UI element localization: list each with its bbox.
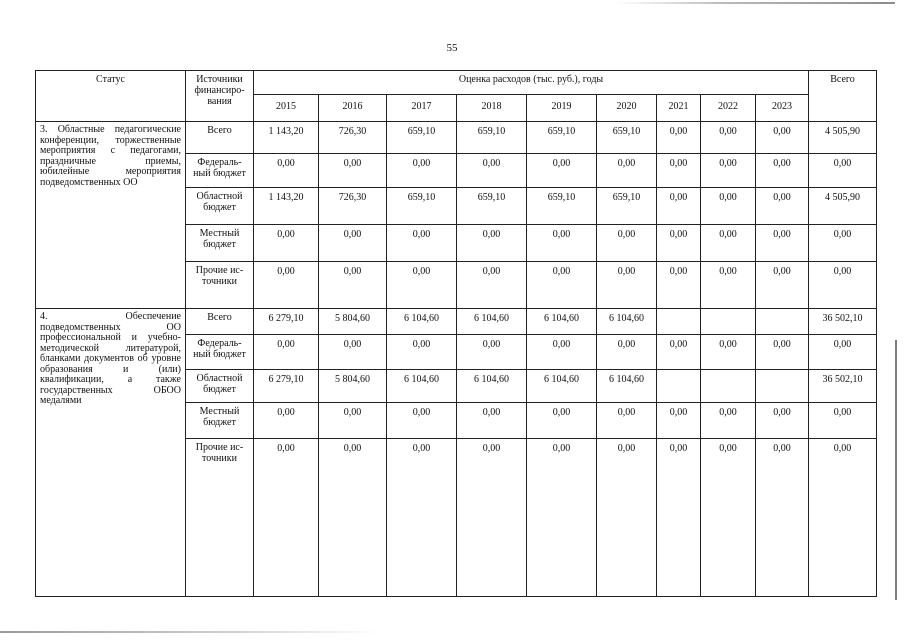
value-cell: 0,00 xyxy=(526,224,596,261)
total-cell: 0,00 xyxy=(808,402,876,438)
total-cell: 0,00 xyxy=(808,334,876,369)
value-cell: 0,00 xyxy=(596,224,656,261)
status-cell: 4. Обеспечение подведомственных ОО профессиональной и учебно-методической литературой, бланками документов об уровне образования и (или) квалификации, а также государственных ОБОО медалями xyxy=(35,308,185,596)
value-cell: 0,00 xyxy=(253,153,318,187)
value-cell: 0,00 xyxy=(596,402,656,438)
table-bottom-border xyxy=(35,596,877,597)
value-cell: 0,00 xyxy=(596,334,656,369)
value-cell: 726,30 xyxy=(318,187,386,224)
value-cell: 0,00 xyxy=(700,153,755,187)
value-cell: 0,00 xyxy=(700,187,755,224)
header-year: 2019 xyxy=(526,94,596,121)
header-status: Статус xyxy=(35,70,185,121)
value-cell: 0,00 xyxy=(656,402,700,438)
value-cell: 6 104,60 xyxy=(526,369,596,402)
source-cell: Федераль-ный бюджет xyxy=(185,153,253,187)
value-cell: 659,10 xyxy=(596,187,656,224)
value-cell: 0,00 xyxy=(700,334,755,369)
total-cell: 36 502,10 xyxy=(808,369,876,402)
value-cell: 0,00 xyxy=(386,261,456,308)
value-cell: 1 143,20 xyxy=(253,187,318,224)
header-year: 2020 xyxy=(596,94,656,121)
value-cell: 0,00 xyxy=(700,261,755,308)
value-cell: 0,00 xyxy=(318,153,386,187)
value-cell: 0,00 xyxy=(656,121,700,153)
value-cell: 0,00 xyxy=(456,153,526,187)
value-cell: 0,00 xyxy=(318,438,386,596)
page-number: 55 xyxy=(446,42,458,54)
source-cell: Областной бюджет xyxy=(185,187,253,224)
value-cell: 0,00 xyxy=(456,261,526,308)
value-cell: 659,10 xyxy=(386,121,456,153)
value-cell xyxy=(755,308,808,334)
value-cell xyxy=(700,308,755,334)
value-cell: 0,00 xyxy=(526,438,596,596)
value-cell: 0,00 xyxy=(700,224,755,261)
value-cell: 0,00 xyxy=(755,224,808,261)
value-cell: 0,00 xyxy=(656,187,700,224)
value-cell: 0,00 xyxy=(596,438,656,596)
value-cell: 0,00 xyxy=(456,438,526,596)
value-cell: 0,00 xyxy=(526,153,596,187)
header-estimate: Оценка расходов (тыс. руб.), годы xyxy=(253,70,808,94)
value-cell: 6 104,60 xyxy=(386,369,456,402)
value-cell: 0,00 xyxy=(456,224,526,261)
total-cell: 0,00 xyxy=(808,438,876,596)
value-cell: 0,00 xyxy=(318,334,386,369)
value-cell: 0,00 xyxy=(596,153,656,187)
value-cell: 6 104,60 xyxy=(596,308,656,334)
value-cell: 0,00 xyxy=(526,402,596,438)
source-cell: Федераль-ный бюджет xyxy=(185,334,253,369)
value-cell xyxy=(656,308,700,334)
value-cell: 0,00 xyxy=(700,121,755,153)
value-cell: 0,00 xyxy=(456,334,526,369)
value-cell: 0,00 xyxy=(526,261,596,308)
header-year: 2015 xyxy=(253,94,318,121)
source-cell: Местный бюджет xyxy=(185,224,253,261)
source-cell: Прочие ис-точники xyxy=(185,261,253,308)
header-sources: Источники финансиро-вания xyxy=(185,70,253,121)
value-cell: 659,10 xyxy=(596,121,656,153)
value-cell: 0,00 xyxy=(318,224,386,261)
header-year: 2018 xyxy=(456,94,526,121)
value-cell: 0,00 xyxy=(755,121,808,153)
value-cell: 0,00 xyxy=(656,438,700,596)
value-cell xyxy=(755,369,808,402)
value-cell: 6 279,10 xyxy=(253,369,318,402)
table-right-border xyxy=(876,70,877,597)
value-cell: 0,00 xyxy=(386,438,456,596)
value-cell: 0,00 xyxy=(253,334,318,369)
value-cell: 0,00 xyxy=(656,153,700,187)
value-cell: 0,00 xyxy=(386,224,456,261)
value-cell: 6 104,60 xyxy=(526,308,596,334)
value-cell: 5 804,60 xyxy=(318,308,386,334)
header-year: 2017 xyxy=(386,94,456,121)
value-cell: 1 143,20 xyxy=(253,121,318,153)
header-year: 2016 xyxy=(318,94,386,121)
value-cell: 6 104,60 xyxy=(596,369,656,402)
value-cell: 0,00 xyxy=(656,224,700,261)
total-cell: 4 505,90 xyxy=(808,121,876,153)
header-year: 2023 xyxy=(755,94,808,121)
value-cell: 0,00 xyxy=(755,261,808,308)
value-cell: 659,10 xyxy=(456,121,526,153)
value-cell: 0,00 xyxy=(386,153,456,187)
value-cell xyxy=(656,369,700,402)
value-cell: 0,00 xyxy=(386,334,456,369)
total-cell: 0,00 xyxy=(808,261,876,308)
value-cell xyxy=(700,369,755,402)
value-cell: 0,00 xyxy=(755,187,808,224)
value-cell: 0,00 xyxy=(253,402,318,438)
value-cell: 6 104,60 xyxy=(456,308,526,334)
value-cell: 726,30 xyxy=(318,121,386,153)
total-cell: 0,00 xyxy=(808,224,876,261)
total-cell: 4 505,90 xyxy=(808,187,876,224)
value-cell: 5 804,60 xyxy=(318,369,386,402)
value-cell: 6 104,60 xyxy=(456,369,526,402)
source-cell: Прочие ис-точники xyxy=(185,438,253,596)
header-total: Всего xyxy=(808,70,876,121)
value-cell: 0,00 xyxy=(456,402,526,438)
value-cell: 0,00 xyxy=(755,153,808,187)
value-cell: 0,00 xyxy=(755,334,808,369)
header-year: 2021 xyxy=(656,94,700,121)
value-cell: 0,00 xyxy=(318,402,386,438)
value-cell: 0,00 xyxy=(656,334,700,369)
header-year: 2022 xyxy=(700,94,755,121)
value-cell: 6 279,10 xyxy=(253,308,318,334)
value-cell: 659,10 xyxy=(456,187,526,224)
value-cell: 0,00 xyxy=(386,402,456,438)
value-cell: 659,10 xyxy=(526,121,596,153)
value-cell: 0,00 xyxy=(318,261,386,308)
value-cell: 0,00 xyxy=(253,438,318,596)
value-cell: 0,00 xyxy=(253,261,318,308)
value-cell: 0,00 xyxy=(700,438,755,596)
source-cell: Областной бюджет xyxy=(185,369,253,402)
value-cell: 6 104,60 xyxy=(386,308,456,334)
value-cell: 659,10 xyxy=(526,187,596,224)
status-cell: 3. Областные педагогические конференции, торжественные мероприятия с педагогами, праздничные приемы, юбилейные мероприятия подведомственных ОО xyxy=(35,121,185,308)
value-cell: 0,00 xyxy=(656,261,700,308)
total-cell: 36 502,10 xyxy=(808,308,876,334)
value-cell: 0,00 xyxy=(755,438,808,596)
value-cell: 0,00 xyxy=(253,224,318,261)
source-cell: Всего xyxy=(185,308,253,334)
source-cell: Всего xyxy=(185,121,253,153)
value-cell: 0,00 xyxy=(526,334,596,369)
value-cell: 0,00 xyxy=(755,402,808,438)
source-cell: Местный бюджет xyxy=(185,402,253,438)
total-cell: 0,00 xyxy=(808,153,876,187)
value-cell: 0,00 xyxy=(596,261,656,308)
value-cell: 659,10 xyxy=(386,187,456,224)
value-cell: 0,00 xyxy=(700,402,755,438)
